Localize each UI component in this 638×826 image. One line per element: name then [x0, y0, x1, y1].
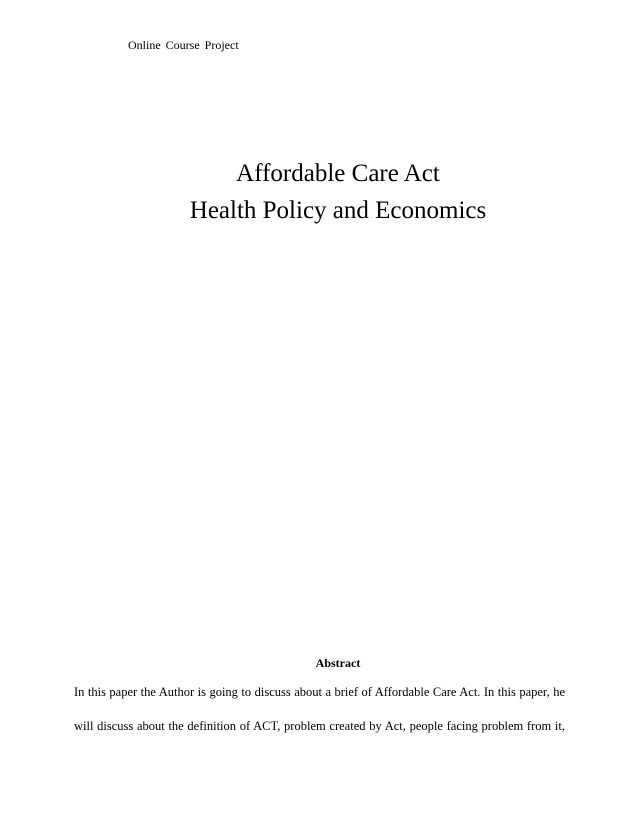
abstract-text-line: will discuss about the definition of ACT, problem created by Act, people facing problem from it,	[74, 719, 565, 733]
abstract-heading: Abstract	[315, 656, 361, 670]
abstract-text-line: In this paper the Author is going to discuss about a brief of Affordable Care Act. In this paper, he	[74, 685, 565, 699]
document-subtitle: Health Policy and Economics	[189, 197, 487, 224]
title-block	[0, 155, 638, 229]
document-title: Affordable Care Act	[236, 160, 440, 187]
running-header: Online Course Project	[128, 38, 239, 52]
